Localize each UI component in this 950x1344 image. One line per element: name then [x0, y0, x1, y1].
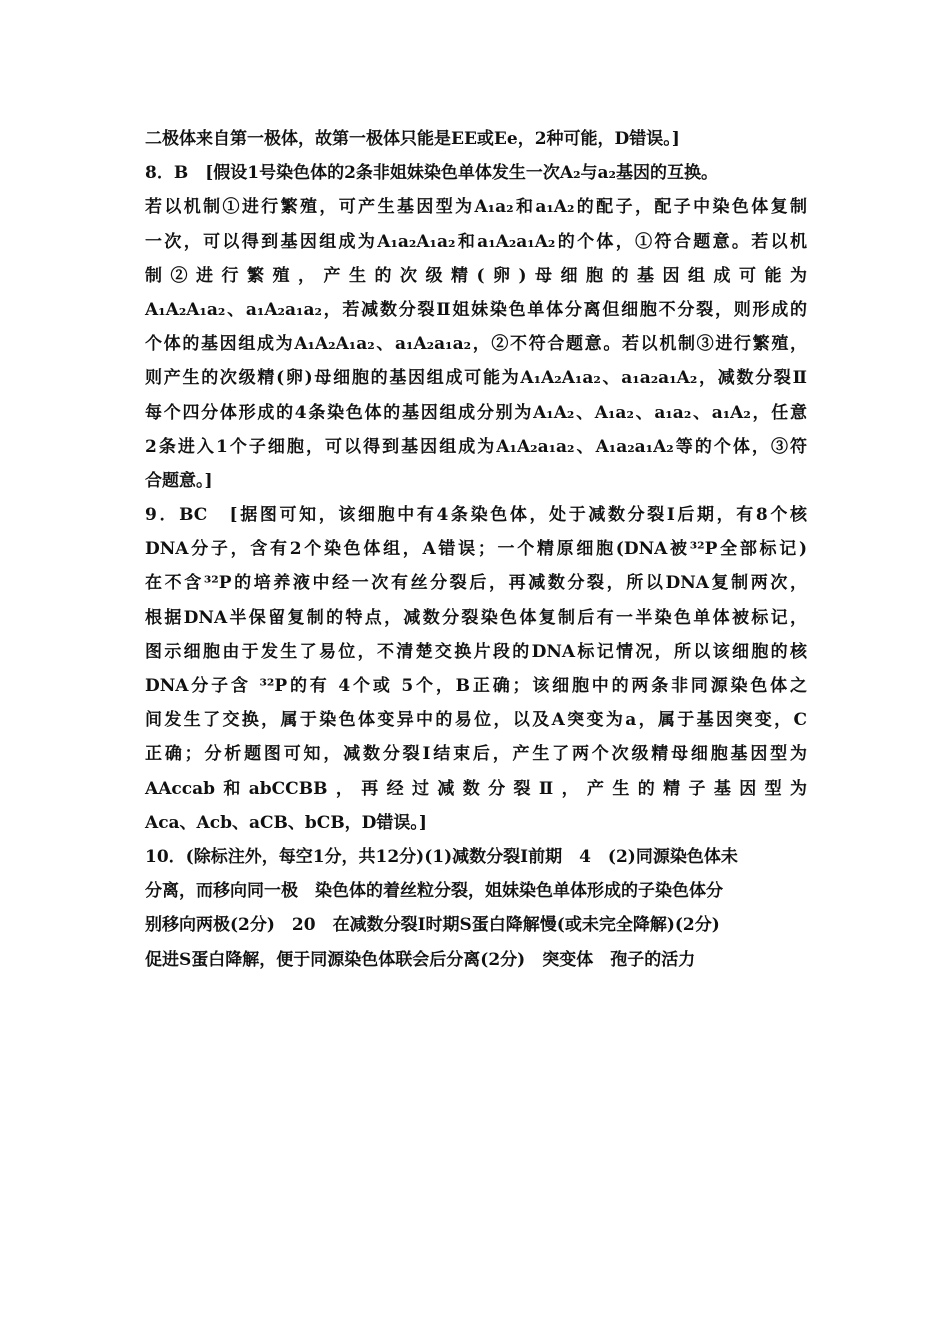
text-line-1: 二极体来自第一极体，故第一极体只能是EE或Ee，2种可能，D错误。]	[145, 129, 680, 149]
text-line-6: A₁A₂A₁a₂、a₁A₂a₁a₂，若减数分裂Ⅱ姐妹染色单体分离但细胞不分裂，则形成的	[145, 299, 807, 320]
text-line-2: 8．B [假设1号染色体的2条非姐妹染色单体发生一次A₂与a₂基因的互换。	[145, 163, 718, 184]
text-line-18: 间发生了交换，属于染色体变异中的易位，以及A突变为a，属于基因突变，C	[145, 710, 807, 731]
text-line-5: 制②进行繁殖，产生的次级精(卵)母细胞的基因组成可能为	[145, 265, 807, 286]
text-line-11: 合题意。]	[145, 470, 213, 491]
text-line-23: 分离，而移向同一极 染色体的着丝粒分裂，姐妹染色单体形成的子染色体分	[145, 881, 723, 902]
text-line-7: 个体的基因组成为A₁A₂A₁a₂、a₁A₂a₁a₂，②不符合题意。若以机制③进行繁殖，	[145, 334, 807, 355]
text-line-17: DNA分子含 ³²P的有 4个或 5个，B正确；该细胞中的两条非同源染色体之	[145, 676, 807, 696]
text-line-20: AAccab和abCCBB，再经过减数分裂Ⅱ，产生的精子基因型为	[145, 778, 807, 799]
text-line-9: 每个四分体形成的4条染色体的基因组成分别为A₁A₂、A₁a₂、a₁a₂、a₁A₂，任意	[145, 402, 807, 423]
text-line-14: 在不含³²P的培养液中经一次有丝分裂后，再减数分裂，所以DNA复制两次，	[145, 573, 807, 594]
text-line-8: 则产生的次级精(卵)母细胞的基因组成可能为A₁A₂A₁a₂、a₁a₂a₁A₂，减数分裂Ⅱ	[145, 368, 807, 389]
answer-text-block	[145, 122, 807, 977]
text-line-24: 别移向两极(2分) 20 在减数分裂Ⅰ时期S蛋白降解慢(或未完全降解)(2分)	[145, 915, 720, 936]
text-line-21: Aca、Acb、aCB、bCB，D错误。]	[145, 812, 427, 833]
text-line-16: 图示细胞由于发生了易位，不清楚交换片段的DNA标记情况，所以该细胞的核	[145, 641, 807, 662]
text-line-4: 一次，可以得到基因组成为A₁a₂A₁a₂和a₁A₂a₁A₂的个体，①符合题意。若以机	[145, 231, 807, 252]
text-line-22: 10．(除标注外，每空1分，共12分)(1)减数分裂Ⅰ前期 4 (2)同源染色体未	[145, 846, 738, 867]
text-line-25: 促进S蛋白降解，便于同源染色体联会后分离(2分) 突变体 孢子的活力	[145, 949, 696, 970]
text-line-13: DNA分子，含有2个染色体组，A错误；一个精原细胞(DNA被³²P全部标记)	[145, 539, 807, 560]
text-line-15: 根据DNA半保留复制的特点，减数分裂染色体复制后有一半染色单体被标记，	[145, 607, 807, 628]
text-line-19: 正确；分析题图可知，减数分裂Ⅰ结束后，产生了两个次级精母细胞基因型为	[145, 744, 807, 765]
text-line-12: 9．BC [据图可知，该细胞中有4条染色体，处于减数分裂Ⅰ后期，有8个核	[145, 505, 807, 526]
text-line-10: 2条进入1个子细胞，可以得到基因组成为A₁A₂a₁a₂、A₁a₂a₁A₂等的个体，③符	[145, 436, 807, 457]
text-line-3: 若以机制①进行繁殖，可产生基因型为A₁a₂和a₁A₂的配子，配子中染色体复制	[145, 197, 807, 218]
